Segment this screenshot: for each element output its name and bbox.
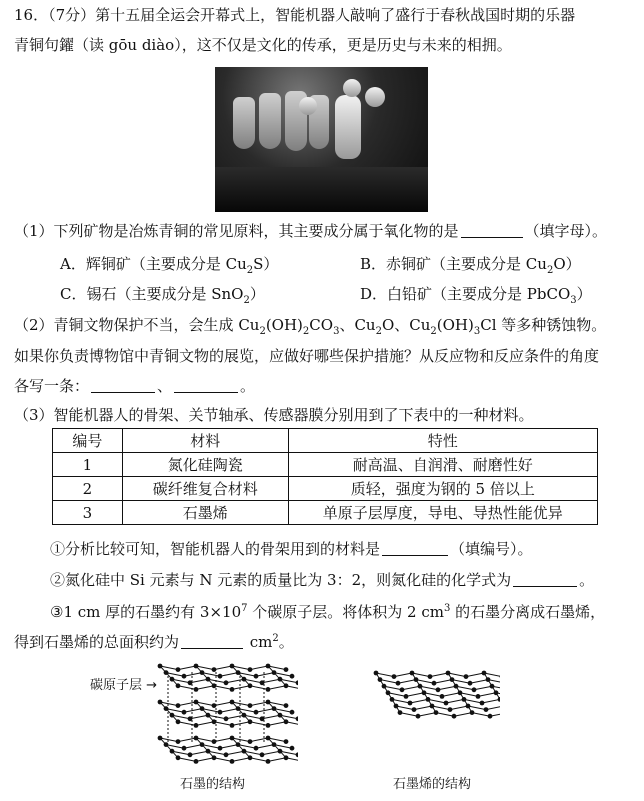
bond-line xyxy=(450,706,468,710)
bond-line xyxy=(220,709,238,713)
answer-blank-5[interactable] xyxy=(181,634,243,649)
option-b: B．赤铜矿（主要成分是 $Cu_2O$） xyxy=(360,255,581,276)
carbon-atom xyxy=(188,752,193,757)
carbon-atom xyxy=(428,674,433,679)
graphene-sheet xyxy=(374,671,500,719)
carbon-atom xyxy=(296,716,298,721)
carbon-atom xyxy=(224,680,229,685)
sub-question-2: ②氮化硅中 Si 元素与 N 元素的质量比为 3：2，则氮化硅的化学式为 。 xyxy=(50,571,595,589)
carbon-atom xyxy=(466,704,471,709)
bond-line xyxy=(406,693,424,697)
carbon-atom xyxy=(490,684,495,689)
table-row xyxy=(53,453,598,477)
bond-line xyxy=(434,680,452,684)
bond-line xyxy=(428,699,446,703)
carbon-atom xyxy=(176,719,181,724)
bond-line xyxy=(418,713,436,717)
bond-line xyxy=(232,722,250,726)
bond-line xyxy=(184,673,202,677)
carbon-atom xyxy=(194,759,199,764)
carbon-atom xyxy=(400,687,405,692)
bond-line xyxy=(394,673,412,677)
carbon-atom xyxy=(170,677,175,682)
graphene-structure-diagram xyxy=(360,665,500,757)
table-cell: 2 xyxy=(53,477,123,501)
answer-blank-2b[interactable] xyxy=(174,378,238,393)
carbon-atom xyxy=(254,710,259,715)
carbon-atom xyxy=(230,759,235,764)
bond-line xyxy=(184,745,202,749)
carbon-atom xyxy=(170,713,175,718)
graphite-structure-diagram xyxy=(148,660,298,772)
interlayer-dashes xyxy=(168,672,264,744)
sub-question-3-line2: 得到石墨烯的总面积约为 $cm^2$。 xyxy=(14,633,294,651)
carbon-atom xyxy=(482,671,487,676)
bond-line xyxy=(464,699,482,703)
bond-line xyxy=(178,702,196,706)
carbon-atom xyxy=(284,719,289,724)
table-cell: 耐高温、自润滑、耐磨性好 xyxy=(288,453,597,477)
carbon-atom xyxy=(236,742,241,747)
answer-blank-1[interactable] xyxy=(461,223,523,238)
carbon-atom xyxy=(452,714,457,719)
carbon-atom xyxy=(284,739,289,744)
carbon-atom xyxy=(290,746,295,751)
carbon-atom xyxy=(434,710,439,715)
bond-line xyxy=(178,758,196,762)
graphite-layer-middle xyxy=(158,700,298,728)
bond-line xyxy=(262,715,280,719)
bond-line xyxy=(214,758,232,762)
carbon-atom xyxy=(488,714,493,719)
carbon-atom xyxy=(476,694,481,699)
bond-line xyxy=(232,758,250,762)
carbon-atom xyxy=(158,664,163,669)
bond-line xyxy=(226,679,244,683)
carbon-atom xyxy=(248,703,253,708)
table-row xyxy=(53,501,598,525)
carbon-atom xyxy=(396,681,401,686)
sub-question-1: ①分析比较可知，智能机器人的骨架用到的材料是 （填编号）。 xyxy=(50,540,533,558)
table-cell: 质轻，强度为钢的 5 倍以上 xyxy=(288,477,597,501)
bond-line xyxy=(430,673,448,677)
answer-blank-3[interactable] xyxy=(382,541,448,556)
bond-line xyxy=(392,699,410,703)
carbon-atom xyxy=(182,746,187,751)
bond-line xyxy=(460,693,478,697)
bond-line xyxy=(220,745,238,749)
carbon-atom xyxy=(164,742,169,747)
carbon-atom xyxy=(272,670,277,675)
bond-line xyxy=(454,713,472,717)
bond-line xyxy=(214,686,232,690)
bond-line xyxy=(190,751,208,755)
bond-line xyxy=(442,693,460,697)
carbon-atom xyxy=(176,755,181,760)
table-header-cell: 材料 xyxy=(122,429,288,453)
carbon-atom xyxy=(284,683,289,688)
carbon-atom xyxy=(290,674,295,679)
bond-line xyxy=(262,679,280,683)
carbon-atom xyxy=(212,755,217,760)
carbon-atom xyxy=(378,677,383,682)
part2-line1: （2）青铜文物保护不当，会生成 $Cu_2(OH)_2CO_3$、$Cu_2O$、$Cu_2(OH)_3Cl$ 等多种锈蚀物。 xyxy=(14,316,607,337)
carbon-atom xyxy=(398,710,403,715)
carbon-atom xyxy=(458,690,463,695)
carbon-atom xyxy=(206,677,211,682)
carbon-atom xyxy=(498,697,500,702)
bond-line xyxy=(388,693,406,697)
carbon-atom xyxy=(200,742,205,747)
bond-line xyxy=(226,715,244,719)
question-header-line2: 青铜句鑃（读 gōu diào），这不仅是文化的传承，更是历史与未来的相拥。 xyxy=(14,36,512,54)
bond-line xyxy=(448,673,466,677)
graphite-layer-top xyxy=(158,664,298,692)
carbon-atom xyxy=(468,681,473,686)
carbon-atom xyxy=(382,684,387,689)
part1-stem xyxy=(14,222,607,240)
bond-line xyxy=(424,693,442,697)
bond-line xyxy=(432,706,450,710)
carbon-atom xyxy=(414,677,419,682)
graphene-caption: 石墨烯的结构 xyxy=(393,777,472,792)
carbon-atom xyxy=(242,713,247,718)
carbon-atom xyxy=(284,667,289,672)
carbon-atom xyxy=(266,759,271,764)
carbon-atom xyxy=(464,674,469,679)
carbon-atom xyxy=(494,690,499,695)
carbon-atom xyxy=(224,716,229,721)
bond-line xyxy=(412,673,430,677)
bond-line xyxy=(190,715,208,719)
carbon-atom xyxy=(200,706,205,711)
bond-line xyxy=(226,751,244,755)
carbon-atom xyxy=(408,701,413,706)
bond-line xyxy=(250,722,268,726)
carbon-atom xyxy=(446,671,451,676)
bond-line xyxy=(268,686,286,690)
bond-line xyxy=(402,686,420,690)
carbon-atom xyxy=(296,752,298,757)
bond-line xyxy=(196,758,214,762)
carbon-atom xyxy=(404,694,409,699)
robot-performance-photo xyxy=(215,67,428,212)
carbon-atom xyxy=(230,700,235,705)
table-cell: 石墨烯 xyxy=(122,501,288,525)
bond-line xyxy=(474,686,492,690)
bond-line xyxy=(466,673,484,677)
carbon-atom xyxy=(230,736,235,741)
carbon-atom xyxy=(290,710,295,715)
carbon-atom xyxy=(416,714,421,719)
carbon-atom xyxy=(206,749,211,754)
carbon-atom xyxy=(296,680,298,685)
table-cell: 碳纤维复合材料 xyxy=(122,477,288,501)
table-header-cell: 编号 xyxy=(53,429,123,453)
option-d: D．白铅矿（主要成分是 PbCO$_3$） xyxy=(360,285,592,306)
bond-line xyxy=(250,758,268,762)
carbon-atom xyxy=(430,704,435,709)
carbon-atom xyxy=(182,674,187,679)
part1-stem-text: （1）下列矿物是冶炼青铜的常见原料，其主要成分属于氧化物的是 xyxy=(14,222,459,240)
bond-line xyxy=(214,738,232,742)
carbon-atom xyxy=(266,687,271,692)
graphite-caption: 石墨的结构 xyxy=(180,777,246,792)
part2-line2: 如果你负责博物馆中青铜文物的展览，应做好哪些保护措施？从反应物和反应条件的角度 xyxy=(14,347,600,365)
carbon-atom xyxy=(272,706,277,711)
bond-line xyxy=(250,686,268,690)
bond-line xyxy=(468,706,486,710)
carbon-atom xyxy=(248,667,253,672)
carbon-atom xyxy=(212,667,217,672)
carbon-atom xyxy=(206,713,211,718)
carbon-atom xyxy=(158,736,163,741)
carbon-atom xyxy=(248,755,253,760)
bond-line xyxy=(178,686,196,690)
bond-line xyxy=(400,713,418,717)
bond-line xyxy=(250,666,268,670)
bond-line xyxy=(452,680,470,684)
bond-line xyxy=(384,686,402,690)
carbon-atom xyxy=(194,700,199,705)
carbon-atom xyxy=(436,687,441,692)
bond-line xyxy=(256,673,274,677)
carbon-atom xyxy=(248,739,253,744)
carbon-atom xyxy=(426,697,431,702)
bond-line xyxy=(190,679,208,683)
bond-line xyxy=(436,713,454,717)
carbon-atom xyxy=(176,739,181,744)
carbon-atom xyxy=(412,707,417,712)
bond-line xyxy=(410,699,428,703)
bond-line xyxy=(416,680,434,684)
carbon-atom xyxy=(278,749,283,754)
bond-line xyxy=(250,738,268,742)
carbon-atom xyxy=(158,700,163,705)
carbon-atom xyxy=(176,667,181,672)
carbon-atom xyxy=(194,723,199,728)
carbon-atom xyxy=(272,742,277,747)
carbon-atom xyxy=(176,683,181,688)
bond-line xyxy=(456,686,474,690)
bond-line xyxy=(398,680,416,684)
carbon-atom xyxy=(248,683,253,688)
bond-line xyxy=(214,702,232,706)
bond-line xyxy=(256,745,274,749)
table-header-cell: 特性 xyxy=(288,429,597,453)
carbon-atom xyxy=(432,681,437,686)
carbon-atom xyxy=(194,687,199,692)
carbon-atom xyxy=(242,749,247,754)
bond-line xyxy=(178,738,196,742)
carbon-atom xyxy=(410,671,415,676)
carbon-atom xyxy=(284,755,289,760)
carbon-atom xyxy=(170,749,175,754)
bond-line xyxy=(446,699,464,703)
carbon-atom xyxy=(278,713,283,718)
carbon-atom xyxy=(194,664,199,669)
carbon-atom xyxy=(266,723,271,728)
table-cell: 单原子层厚度，导电、导热性能优异 xyxy=(288,501,597,525)
bond-line xyxy=(380,680,398,684)
bond-line xyxy=(396,706,414,710)
table-cell: 氮化硅陶瓷 xyxy=(122,453,288,477)
part2-line3: 各写一条： 、 。 xyxy=(14,377,256,395)
bond-line xyxy=(376,673,394,677)
bond-line xyxy=(196,722,214,726)
carbon-atom xyxy=(470,710,475,715)
carbon-atom xyxy=(260,752,265,757)
bond-line xyxy=(268,758,286,762)
carbon-atom xyxy=(472,687,477,692)
bond-line xyxy=(470,680,488,684)
bond-line xyxy=(220,673,238,677)
part1-tail: （填字母）。 xyxy=(524,222,608,240)
bond-line xyxy=(420,686,438,690)
table-header-row xyxy=(53,429,598,453)
bond-line xyxy=(178,722,196,726)
carbon-atom xyxy=(374,671,379,676)
carbon-atom xyxy=(224,752,229,757)
carbon-atom xyxy=(182,710,187,715)
bond-line xyxy=(414,706,432,710)
carbon-atom xyxy=(254,746,259,751)
bond-line xyxy=(478,693,496,697)
carbon-atom xyxy=(284,703,289,708)
table-row xyxy=(53,477,598,501)
carbon-atom xyxy=(230,687,235,692)
carbon-atom xyxy=(218,710,223,715)
carbon-atom xyxy=(242,677,247,682)
carbon-layer-label: 碳原子层 → xyxy=(90,678,158,693)
option-a: A．辉铜矿（主要成分是 $Cu_2S$） xyxy=(60,255,279,276)
carbon-atom xyxy=(394,704,399,709)
carbon-atom xyxy=(248,719,253,724)
carbon-atom xyxy=(392,674,397,679)
bond-line xyxy=(178,666,196,670)
carbon-atom xyxy=(422,690,427,695)
answer-blank-2a[interactable] xyxy=(91,378,155,393)
graphite-layer-bottom xyxy=(158,736,298,764)
carbon-atom xyxy=(448,707,453,712)
carbon-atom xyxy=(218,746,223,751)
answer-blank-4[interactable] xyxy=(513,572,577,587)
carbon-atom xyxy=(278,677,283,682)
bond-line xyxy=(232,686,250,690)
carbon-atom xyxy=(480,701,485,706)
bond-line xyxy=(250,702,268,706)
carbon-atom xyxy=(462,697,467,702)
bond-line xyxy=(268,722,286,726)
carbon-atom xyxy=(230,723,235,728)
table-cell: 3 xyxy=(53,501,123,525)
bond-line xyxy=(214,666,232,670)
bond-line xyxy=(482,699,500,703)
carbon-atom xyxy=(450,677,455,682)
carbon-atom xyxy=(254,674,259,679)
carbon-atom xyxy=(390,697,395,702)
carbon-atom xyxy=(418,684,423,689)
bond-line xyxy=(184,709,202,713)
question-header: 16．（7分）第十五届全运会开幕式上，智能机器人敲响了盛行于春秋战国时期的乐器 xyxy=(14,6,576,24)
carbon-atom xyxy=(230,664,235,669)
carbon-atom xyxy=(266,664,271,669)
carbon-atom xyxy=(444,701,449,706)
bond-line xyxy=(472,713,490,717)
carbon-atom xyxy=(266,736,271,741)
carbon-atom xyxy=(266,700,271,705)
carbon-atom xyxy=(440,694,445,699)
carbon-atom xyxy=(386,690,391,695)
carbon-atom xyxy=(484,707,489,712)
bond-line xyxy=(196,686,214,690)
part3-stem: （3）智能机器人的骨架、关节轴承、传感器膜分别用到了下表中的一种材料。 xyxy=(14,406,534,424)
bond-line xyxy=(256,709,274,713)
carbon-atom xyxy=(486,677,491,682)
bond-line xyxy=(438,686,456,690)
carbon-atom xyxy=(200,670,205,675)
table-cell: 1 xyxy=(53,453,123,477)
option-c: C．锡石（主要成分是 SnO$_2$） xyxy=(60,285,265,306)
carbon-atom xyxy=(218,674,223,679)
carbon-atom xyxy=(194,736,199,741)
carbon-atom xyxy=(454,684,459,689)
materials-table xyxy=(52,428,598,525)
bond-line xyxy=(262,751,280,755)
sub-question-3: ③1 cm 厚的石墨约有 $3\times 10^7$ 个碳原子层。将体积为 2 $cm^3$ 的石墨分离成石墨烯， xyxy=(50,603,606,621)
bond-line xyxy=(214,722,232,726)
carbon-atom xyxy=(176,703,181,708)
